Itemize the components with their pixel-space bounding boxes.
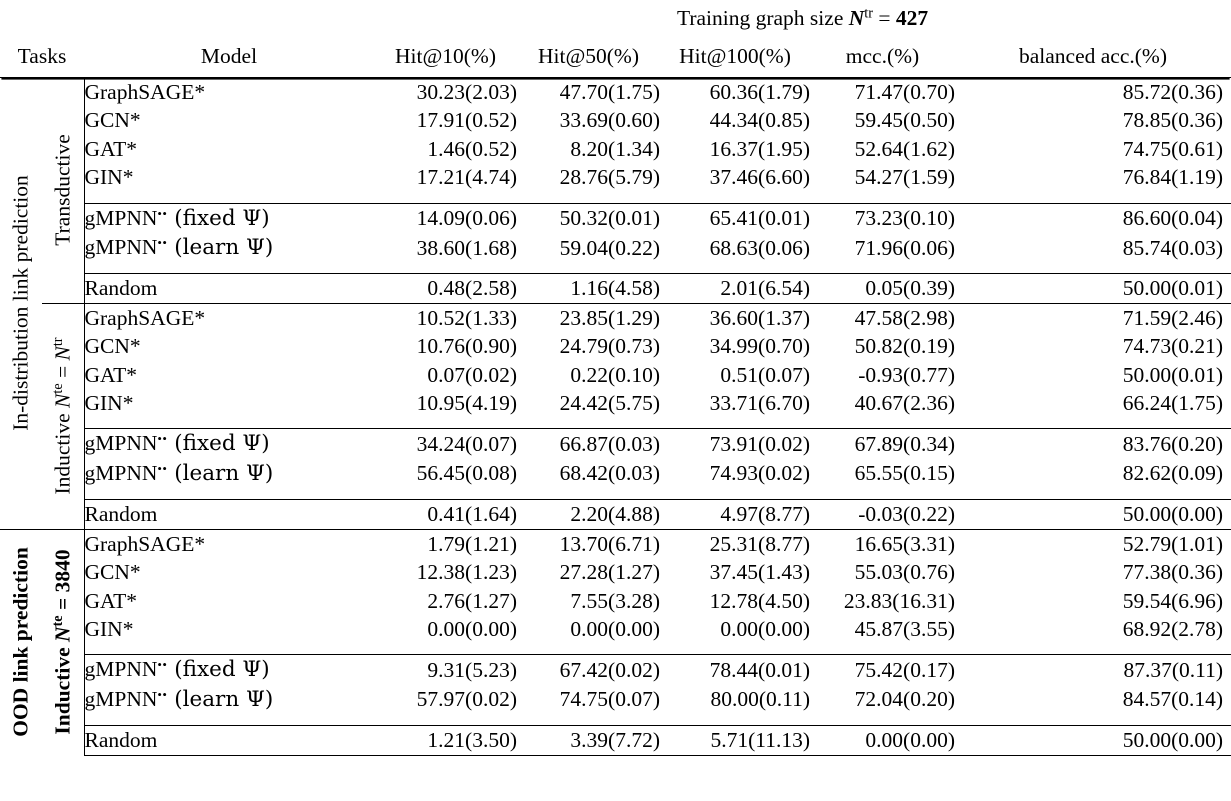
metric-cell-hit10: 1.79(1.21)	[374, 529, 517, 558]
subsection-vertical-label-text: Inductive $N^{te} = N^{tr}$	[49, 337, 74, 495]
metric-cell-hit10: 9.31(5.23)	[374, 655, 517, 685]
metric-cell-hit10: 56.45(0.08)	[416, 461, 517, 486]
spacer-cell	[517, 488, 660, 500]
group-header-row	[0, 0, 1231, 36]
model-variant-label: (fixed Ψ)	[167, 431, 270, 457]
metric-cell-mcc: 0.05(0.39)	[810, 274, 955, 303]
metric-cell-hit100: 0.51(0.07)	[720, 362, 810, 387]
model-name-cell	[84, 135, 374, 163]
table-row	[0, 361, 1231, 389]
subsection-vertical-label	[42, 303, 84, 529]
model-label: GraphSAGE*	[84, 305, 206, 330]
metric-cell-bacc: 66.24(1.75)	[1122, 391, 1224, 416]
spacer-cell	[955, 643, 1231, 655]
metric-cell-bacc: 77.38(0.36)	[1122, 560, 1224, 585]
table-row	[0, 274, 1231, 303]
table-row	[0, 203, 1231, 233]
spacer-cell	[955, 417, 1231, 429]
metric-cell-hit100: 12.78(4.50)	[709, 588, 810, 613]
row-group-spacer	[0, 643, 1231, 655]
model-name-cell	[84, 500, 374, 529]
metric-cell-hit100: 37.46(6.60)	[709, 165, 810, 190]
metric-cell-hit10: 34.24(0.07)	[374, 429, 517, 459]
metric-cell-hit10: 10.76(0.90)	[416, 334, 517, 359]
model-variant-label: (fixed Ψ)	[167, 657, 270, 683]
model-name-cell	[84, 389, 374, 417]
metric-cell-hit50: 33.69(0.60)	[559, 108, 660, 133]
metric-cell-hit10: 17.91(0.52)	[416, 108, 517, 133]
spacer-cell	[84, 192, 374, 204]
metric-cell-hit100: 60.36(1.79)	[709, 80, 810, 104]
metric-cell-mcc: 16.65(3.31)	[810, 529, 955, 558]
metric-cell-bacc: 50.00(0.01)	[955, 274, 1231, 303]
spacer-cell	[955, 488, 1231, 500]
group-header-blank	[0, 0, 374, 36]
model-name-cell	[84, 163, 374, 191]
metric-cell-hit50: 68.42(0.03)	[559, 461, 660, 486]
model-label: GCN*	[84, 108, 141, 133]
table-row	[0, 389, 1231, 417]
column-header-balanced-acc: balanced acc.(%)	[1019, 44, 1168, 68]
column-header-tasks: Tasks	[17, 44, 67, 68]
metric-cell-hit50: 28.76(5.79)	[559, 165, 660, 190]
model-variant-label: (fixed Ψ)	[167, 205, 270, 231]
metric-cell-bacc: 74.75(0.61)	[1122, 136, 1224, 161]
model-name-cell	[84, 78, 374, 107]
table-row	[0, 655, 1231, 685]
metric-cell-mcc: 59.45(0.50)	[854, 108, 955, 133]
model-name-cell	[84, 587, 374, 615]
metric-cell-hit10: 0.48(2.58)	[374, 274, 517, 303]
table-row	[0, 558, 1231, 586]
metric-cell-hit100: 65.41(0.01)	[660, 203, 810, 233]
metric-cell-hit50: 47.70(1.75)	[559, 80, 660, 104]
model-name-cell	[84, 459, 374, 488]
row-group-spacer	[0, 488, 1231, 500]
spacer-cell	[810, 417, 955, 429]
metric-cell-hit50: 1.16(4.58)	[517, 274, 660, 303]
metric-cell-mcc: 73.23(0.10)	[810, 203, 955, 233]
spacer-cell	[810, 262, 955, 274]
results-table-body	[0, 78, 1231, 756]
spacer-cell	[517, 417, 660, 429]
spacer-cell	[84, 643, 374, 655]
column-header-model: Model	[200, 44, 258, 68]
column-header-row	[0, 36, 1231, 78]
metric-cell-hit50: 0.22(0.10)	[570, 362, 660, 387]
model-superscript-dots-icon: ••	[157, 461, 168, 476]
metric-cell-bacc: 50.00(0.00)	[955, 726, 1231, 755]
metric-cell-hit50: 66.87(0.03)	[517, 429, 660, 459]
metric-cell-mcc: -0.03(0.22)	[810, 500, 955, 529]
spacer-cell	[955, 192, 1231, 204]
spacer-cell	[517, 643, 660, 655]
table-row	[0, 106, 1231, 134]
metric-cell-bacc: 86.60(0.04)	[955, 203, 1231, 233]
model-superscript-dots-icon: ••	[157, 432, 168, 447]
spacer-cell	[660, 192, 810, 204]
metric-cell-hit10: 38.60(1.68)	[416, 235, 517, 260]
model-variant-label: (learn Ψ)	[167, 460, 274, 486]
spacer-cell	[517, 714, 660, 726]
spacer-cell	[810, 643, 955, 655]
metric-cell-hit50: 24.79(0.73)	[559, 334, 660, 359]
column-header-hit10: Hit@10(%)	[394, 44, 496, 68]
spacer-cell	[374, 643, 517, 655]
model-label: gMPNN	[84, 460, 158, 485]
section-vertical-label	[0, 529, 42, 755]
model-label: gMPNN	[84, 657, 158, 682]
spacer-cell	[810, 714, 955, 726]
metric-cell-hit100: 36.60(1.37)	[660, 303, 810, 332]
metric-cell-bacc: 87.37(0.11)	[955, 655, 1231, 685]
group-header-training-size	[374, 0, 1231, 36]
spacer-cell	[84, 488, 374, 500]
group-header-symbol: N	[848, 6, 865, 30]
model-label: GAT*	[84, 362, 138, 387]
metric-cell-mcc: -0.93(0.77)	[858, 362, 955, 387]
metric-cell-bacc: 71.59(2.46)	[955, 303, 1231, 332]
spacer-cell	[810, 488, 955, 500]
model-superscript-dots-icon: ••	[157, 658, 168, 673]
metric-cell-hit100: 80.00(0.11)	[710, 687, 810, 712]
model-label: GCN*	[84, 334, 141, 359]
column-header-hit50: Hit@50(%)	[537, 44, 639, 68]
model-label: GAT*	[84, 588, 138, 613]
metric-cell-hit100: 4.97(8.77)	[660, 500, 810, 529]
spacer-cell	[660, 417, 810, 429]
metric-cell-hit10: 1.21(3.50)	[374, 726, 517, 755]
table-row	[0, 78, 1231, 107]
metric-cell-hit100: 34.99(0.70)	[709, 334, 810, 359]
metric-cell-hit50: 59.04(0.22)	[559, 235, 660, 260]
table-row	[0, 500, 1231, 529]
metric-cell-hit50: 67.42(0.02)	[517, 655, 660, 685]
metric-cell-hit100: 0.00(0.00)	[720, 616, 810, 641]
model-superscript-dots-icon: ••	[157, 235, 168, 250]
metric-cell-mcc: 71.47(0.70)	[854, 80, 955, 104]
table-row	[0, 233, 1231, 262]
metric-cell-bacc: 50.00(0.01)	[1122, 362, 1224, 387]
subsection-vertical-label-text: Transductive	[50, 134, 74, 247]
model-name-cell	[84, 558, 374, 586]
section-vertical-label-text: In-distribution link prediction	[8, 175, 33, 432]
metric-cell-bacc: 50.00(0.00)	[955, 500, 1231, 529]
metric-cell-hit10: 30.23(2.03)	[416, 80, 517, 104]
model-label: GCN*	[84, 560, 141, 585]
model-label: GAT*	[84, 136, 138, 161]
model-label: Random	[84, 502, 158, 527]
model-superscript-dots-icon: ••	[157, 687, 168, 702]
model-name-cell	[84, 106, 374, 134]
metric-cell-bacc: 83.76(0.20)	[955, 429, 1231, 459]
model-superscript-dots-icon: ••	[157, 206, 168, 221]
metric-cell-hit10: 0.41(1.64)	[374, 500, 517, 529]
model-name-cell	[84, 332, 374, 360]
metric-cell-bacc: 59.54(6.96)	[1122, 588, 1224, 613]
metric-cell-hit100: 2.01(6.54)	[660, 274, 810, 303]
metric-cell-bacc: 84.57(0.14)	[1122, 687, 1224, 712]
table-row	[0, 429, 1231, 459]
spacer-cell	[84, 417, 374, 429]
row-group-spacer	[0, 714, 1231, 726]
metric-cell-hit100: 33.71(6.70)	[709, 391, 810, 416]
metric-cell-hit10: 10.52(1.33)	[374, 303, 517, 332]
metric-cell-hit50: 8.20(1.34)	[570, 136, 660, 161]
metric-cell-hit10: 10.95(4.19)	[416, 391, 517, 416]
spacer-cell	[660, 488, 810, 500]
subsection-vertical-label-text: Inductive $N^{te} = 3840$	[49, 549, 74, 735]
metric-cell-bacc: 76.84(1.19)	[1122, 165, 1224, 190]
model-name-cell	[84, 233, 374, 262]
metric-cell-hit100: 16.37(1.95)	[709, 136, 810, 161]
model-name-cell	[84, 203, 374, 233]
model-label: gMPNN	[84, 686, 158, 711]
metric-cell-hit50: 24.42(5.75)	[559, 391, 660, 416]
metric-cell-bacc: 85.72(0.36)	[1122, 80, 1224, 104]
model-label: gMPNN	[84, 235, 158, 260]
table-row	[0, 587, 1231, 615]
metric-cell-mcc: 67.89(0.34)	[810, 429, 955, 459]
metric-cell-hit10: 2.76(1.27)	[427, 588, 517, 613]
table-row	[0, 303, 1231, 332]
subsection-vertical-label	[42, 78, 84, 304]
metric-cell-mcc: 50.82(0.19)	[854, 334, 955, 359]
model-name-cell	[84, 615, 374, 643]
model-label: Random	[84, 276, 158, 301]
spacer-cell	[660, 643, 810, 655]
table-row	[0, 529, 1231, 558]
metric-cell-hit100: 78.44(0.01)	[660, 655, 810, 685]
metric-cell-mcc: 45.87(3.55)	[854, 616, 955, 641]
table-row	[0, 332, 1231, 360]
table-row	[0, 135, 1231, 163]
metric-cell-mcc: 52.64(1.62)	[854, 136, 955, 161]
model-name-cell	[84, 726, 374, 755]
section-vertical-label-text: OOD link prediction	[8, 547, 33, 738]
metric-cell-hit50: 50.32(0.01)	[517, 203, 660, 233]
model-variant-label: (learn Ψ)	[167, 235, 274, 261]
model-label: GIN*	[84, 165, 134, 190]
model-name-cell	[84, 529, 374, 558]
spacer-cell	[374, 488, 517, 500]
metric-cell-hit100: 73.91(0.02)	[660, 429, 810, 459]
metric-cell-hit10: 1.46(0.52)	[427, 136, 517, 161]
metric-cell-bacc: 78.85(0.36)	[1122, 108, 1224, 133]
metric-cell-mcc: 65.55(0.15)	[854, 461, 955, 486]
group-header-superscript: tr	[864, 5, 873, 22]
metric-cell-hit10: 14.09(0.06)	[374, 203, 517, 233]
metric-cell-hit10: 57.97(0.02)	[416, 687, 517, 712]
metric-cell-bacc: 52.79(1.01)	[955, 529, 1231, 558]
metric-cell-hit100: 68.63(0.06)	[709, 235, 810, 260]
metric-cell-hit100: 5.71(11.13)	[660, 726, 810, 755]
metric-cell-mcc: 47.58(2.98)	[810, 303, 955, 332]
row-group-spacer	[0, 262, 1231, 274]
metric-cell-hit50: 7.55(3.28)	[570, 588, 660, 613]
metric-cell-mcc: 55.03(0.76)	[854, 560, 955, 585]
column-header-mcc: mcc.(%)	[845, 44, 920, 68]
metric-cell-hit100: 44.34(0.85)	[709, 108, 810, 133]
metric-cell-hit50: 27.28(1.27)	[559, 560, 660, 585]
model-name-cell	[84, 685, 374, 714]
model-name-cell	[84, 361, 374, 389]
table-row	[0, 163, 1231, 191]
group-header-equals: =	[872, 6, 896, 30]
model-name-cell	[84, 274, 374, 303]
metric-cell-mcc: 75.42(0.17)	[810, 655, 955, 685]
spacer-cell	[955, 262, 1231, 274]
model-label: Random	[84, 728, 158, 753]
model-label: GIN*	[84, 616, 134, 641]
group-header-value: 427	[895, 6, 929, 30]
spacer-cell	[374, 417, 517, 429]
group-header-prefix: Training graph size	[676, 6, 849, 30]
model-variant-label: (learn Ψ)	[167, 686, 274, 712]
spacer-cell	[517, 192, 660, 204]
metric-cell-mcc: 40.67(2.36)	[854, 391, 955, 416]
metric-cell-hit50: 2.20(4.88)	[517, 500, 660, 529]
model-label: gMPNN	[84, 431, 158, 456]
metric-cell-mcc: 0.00(0.00)	[810, 726, 955, 755]
table-row	[0, 615, 1231, 643]
metric-cell-hit50: 3.39(7.72)	[517, 726, 660, 755]
metric-cell-bacc: 68.92(2.78)	[1122, 616, 1224, 641]
metric-cell-hit10: 12.38(1.23)	[416, 560, 517, 585]
model-name-cell	[84, 655, 374, 685]
row-group-spacer	[0, 417, 1231, 429]
model-label: GraphSAGE*	[84, 531, 206, 556]
metric-cell-hit10: 0.07(0.02)	[427, 362, 517, 387]
metric-cell-hit50: 23.85(1.29)	[517, 303, 660, 332]
model-name-cell	[84, 303, 374, 332]
metric-cell-hit100: 74.93(0.02)	[709, 461, 810, 486]
subsection-vertical-label	[42, 529, 84, 755]
spacer-cell	[955, 714, 1231, 726]
row-group-spacer	[0, 192, 1231, 204]
spacer-cell	[84, 262, 374, 274]
spacer-cell	[374, 262, 517, 274]
metric-cell-hit10: 17.21(4.74)	[416, 165, 517, 190]
table-row	[0, 726, 1231, 755]
spacer-cell	[660, 262, 810, 274]
metric-cell-bacc: 82.62(0.09)	[1122, 461, 1224, 486]
spacer-cell	[517, 262, 660, 274]
table-row	[0, 459, 1231, 488]
metric-cell-hit50: 74.75(0.07)	[559, 687, 660, 712]
spacer-cell	[374, 192, 517, 204]
model-label: GIN*	[84, 391, 134, 416]
metric-cell-hit10: 0.00(0.00)	[427, 616, 517, 641]
metric-cell-mcc: 71.96(0.06)	[854, 235, 955, 260]
metric-cell-bacc: 85.74(0.03)	[1122, 235, 1224, 260]
model-label: GraphSAGE*	[84, 80, 206, 104]
table-row	[0, 685, 1231, 714]
spacer-cell	[810, 192, 955, 204]
spacer-cell	[374, 714, 517, 726]
spacer-cell	[660, 714, 810, 726]
metric-cell-hit100: 37.45(1.43)	[709, 560, 810, 585]
model-label: gMPNN	[84, 205, 158, 230]
metric-cell-hit50: 0.00(0.00)	[570, 616, 660, 641]
section-vertical-label	[0, 78, 42, 530]
metric-cell-mcc: 54.27(1.59)	[854, 165, 955, 190]
metric-cell-hit50: 13.70(6.71)	[517, 529, 660, 558]
metric-cell-mcc: 23.83(16.31)	[843, 588, 955, 613]
metric-cell-mcc: 72.04(0.20)	[854, 687, 955, 712]
metric-cell-bacc: 74.73(0.21)	[1122, 334, 1224, 359]
column-header-hit100: Hit@100(%)	[679, 44, 791, 68]
metric-cell-hit100: 25.31(8.77)	[660, 529, 810, 558]
model-name-cell	[84, 429, 374, 459]
spacer-cell	[84, 714, 374, 726]
